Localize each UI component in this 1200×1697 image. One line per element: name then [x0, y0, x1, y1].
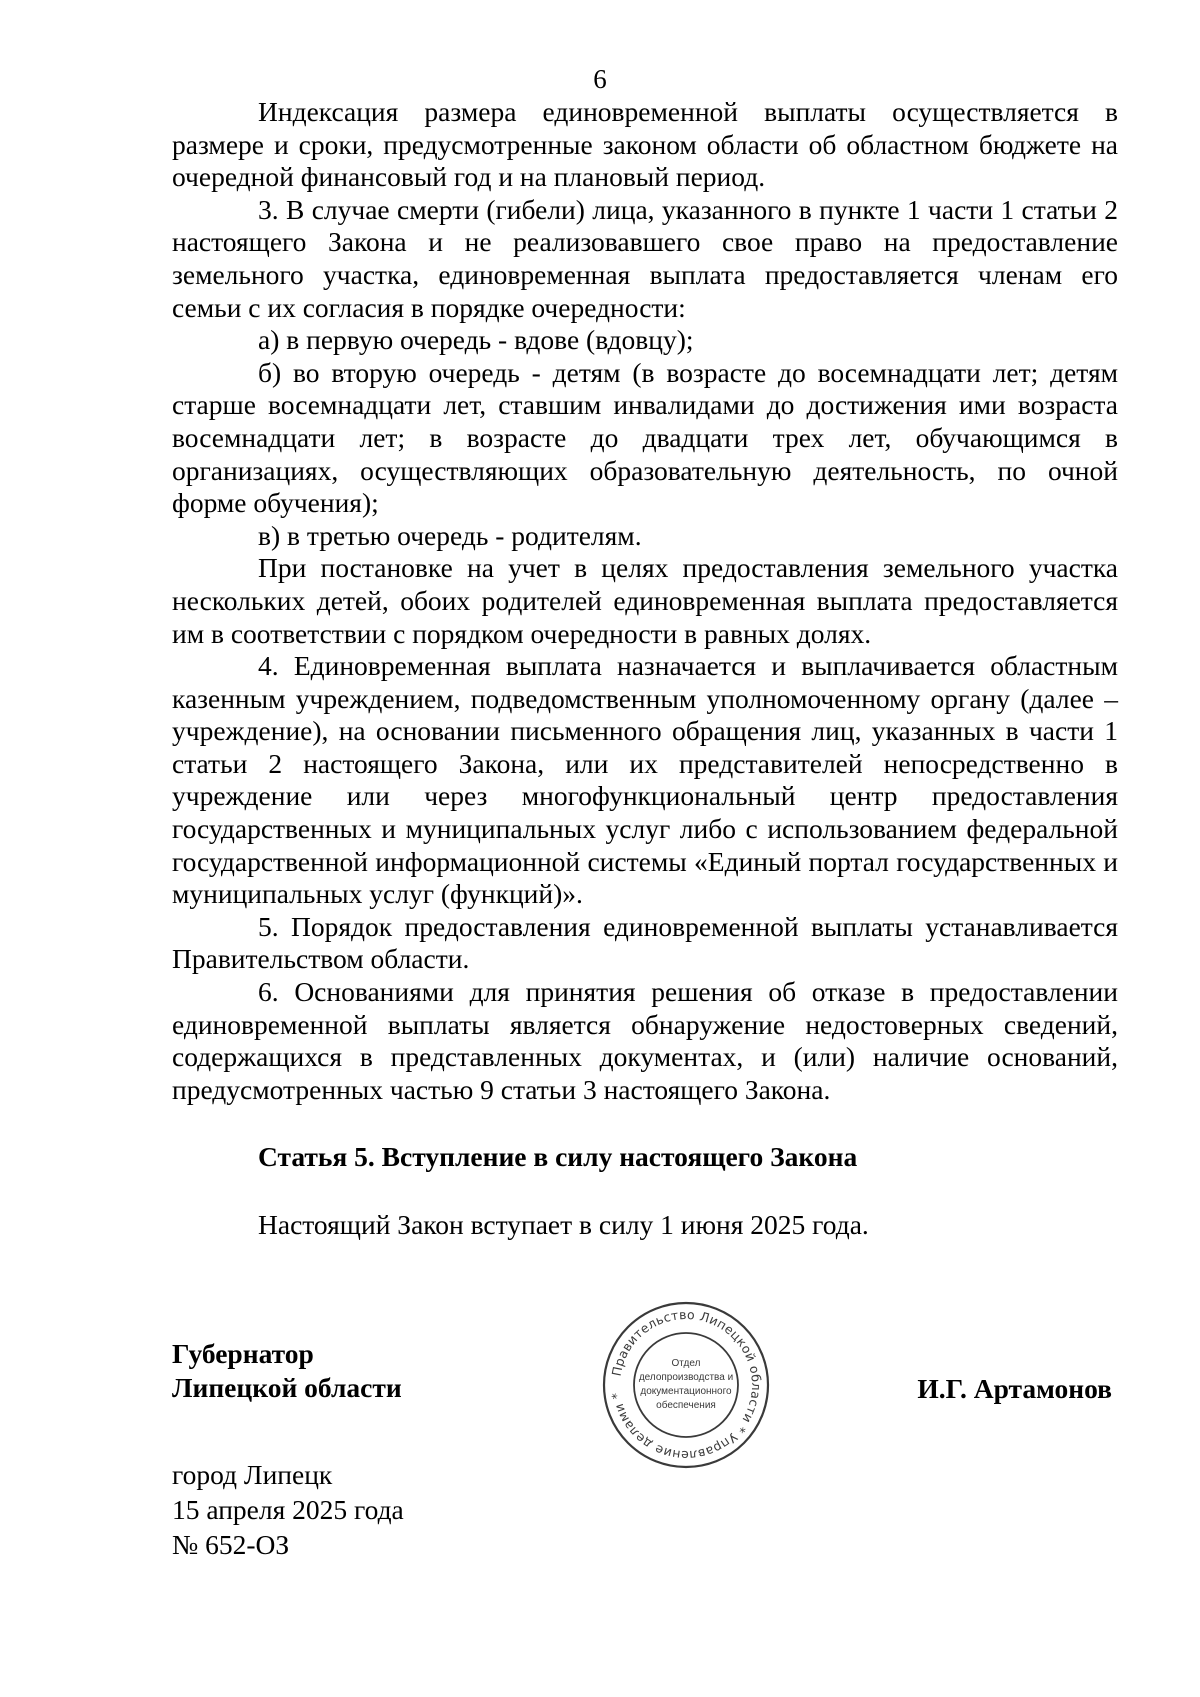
- seal-center-line-1: Отдел: [671, 1358, 701, 1369]
- seal-center-line-3: документационного: [640, 1386, 732, 1397]
- seal-ring-text: Правительство Липецкой области * Управление делами *: [608, 1306, 765, 1464]
- signer-name: И.Г. Артамонов: [917, 1373, 1112, 1404]
- paragraph-registration: При постановке на учет в целях предоставления земельного участка нескольких детей, обоих родителей единовременная выплата предоставляется им в соответствии с порядком очередности в равных долях.: [172, 552, 1118, 649]
- article-5-heading: Статья 5. Вступление в силу настоящего Закона: [258, 1141, 858, 1172]
- signer-title-line2: Липецкой области: [172, 1372, 402, 1403]
- seal-inner-ring: [634, 1333, 738, 1437]
- paragraph-item-3a: а) в первую очередь - вдове (вдовцу);: [258, 324, 694, 356]
- paragraph-item-5: 5. Порядок предоставления единовременной выплаты устанавливается Правительством области.: [172, 910, 1118, 975]
- seal-center-line-4: обеспечения: [656, 1400, 716, 1411]
- document-footer: [172, 1457, 404, 1562]
- page-number: 6: [593, 64, 607, 94]
- footer-number: № 652-ОЗ: [172, 1529, 290, 1560]
- paragraph-indexation: Индексация размера единовременной выплаты осуществляется в размере и сроки, предусмотренные законом области об областном бюджете на очередной финансовый год и на плановый период.: [172, 96, 1118, 193]
- paragraph-item-6: 6. Основаниями для принятия решения об отказе в предоставлении единовременной выплаты является обнаружение недостоверных сведений, содержащихся в представленных документах, и (или) наличие оснований, предусмотренных частью 9 статьи 3 настоящего Закона.: [172, 976, 1118, 1105]
- signer-title: [172, 1337, 402, 1405]
- document-body: [172, 96, 1118, 1106]
- paragraph-item-3b: б) во вторую очередь - детям (в возрасте до восемнадцати лет; детям старше восемнадцати лет, ставшим инвалидами до достижения ими возраста восемнадцати лет; в возрасте до двадцати трех лет, обучающимся в организациях, осуществляющих образовательную деятельность, по очной форме обучения);: [172, 356, 1118, 519]
- signer-title-line1: Губернатор: [172, 1338, 314, 1369]
- effective-date-text: Настоящий Закон вступает в силу 1 июня 2025 года.: [258, 1209, 869, 1240]
- seal-center-line-2: делопроизводства и: [638, 1372, 734, 1383]
- paragraph-item-4: 4. Единовременная выплата назначается и выплачивается областным казенным учреждением, подведомственным уполномоченному органу (далее – учреждение), на основании письменного обращения лиц, указанных в части 1 статьи 2 настоящего Закона, или их представителей непосредственно в учреждение или через многофункциональный центр предоставления государственных и муниципальных услуг либо с использованием федеральной государственной информационной системы «Единый портал государственных и муниципальных услуг (функций)».: [172, 650, 1118, 910]
- footer-date: 15 апреля 2025 года: [172, 1494, 404, 1525]
- seal-outer-ring: [604, 1303, 768, 1467]
- paragraph-item-3: 3. В случае смерти (гибели) лица, указанного в пункте 1 части 1 статьи 2 настоящего Закона и не реализовавшего свое право на предоставление земельного участка, единовременная выплата предоставляется членам его семьи с их согласия в порядке очередности:: [172, 193, 1118, 323]
- seal-stamp: [601, 1300, 771, 1470]
- footer-city: город Липецк: [172, 1459, 333, 1490]
- paragraph-item-3v: в) в третью очередь - родителям.: [258, 519, 642, 551]
